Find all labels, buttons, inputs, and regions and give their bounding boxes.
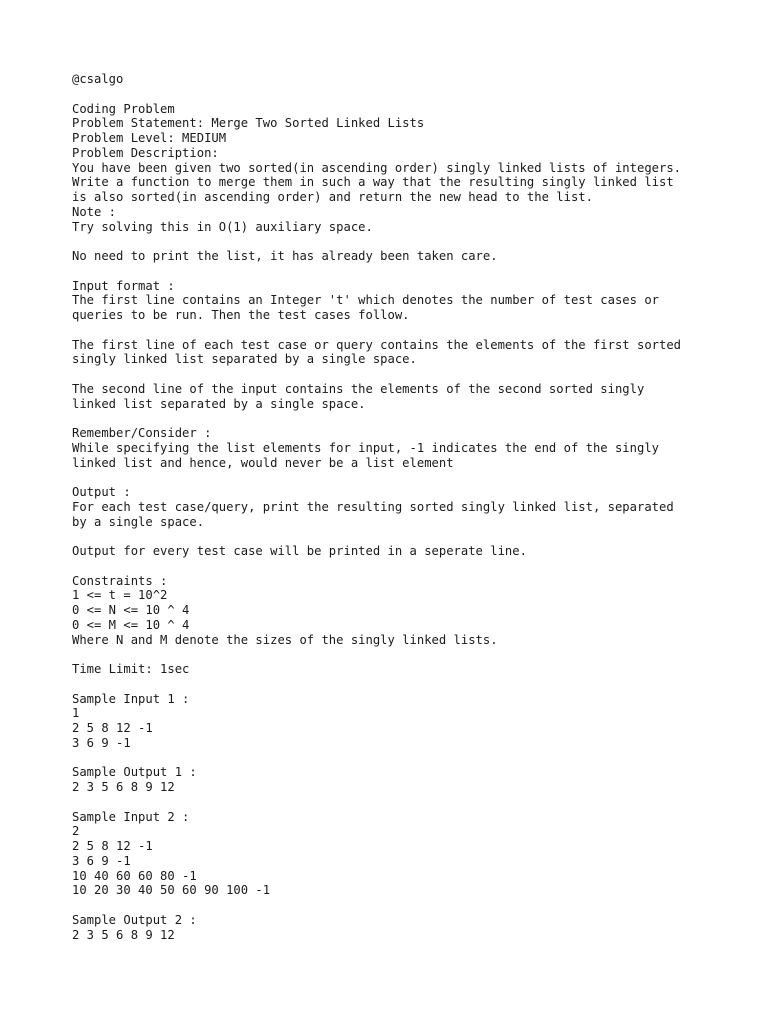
text-line: The second line of the input contains the elements of the second sorted singly [72, 381, 645, 396]
text-line: Remember/Consider : [72, 426, 212, 440]
text-line: The first line contains an Integer 't' which denotes the number of test cases or [72, 293, 659, 308]
blank-line [72, 411, 712, 426]
text-line: Sample Output 1 : [72, 765, 197, 780]
text-line: queries to be run. Then the test cases follow. [72, 308, 410, 322]
text-line: You have been given two sorted(in ascending order) singly linked lists of integers. [72, 160, 682, 175]
text-line: The first line of each test case or query contains the elements of the first sorted [72, 337, 682, 352]
text-line: Output : [72, 485, 131, 499]
text-line: 1 <= t = 10^2 [72, 588, 168, 603]
text-line: 0 <= M <= 10 ^ 4 [72, 617, 190, 632]
blank-line [72, 751, 712, 766]
text-line: linked list separated by a single space. [72, 396, 366, 411]
blank-line [72, 647, 712, 662]
text-line: 10 40 60 60 80 -1 [72, 868, 197, 883]
text-line: No need to print the list, it has already been taken care. [72, 249, 498, 263]
text-line: Constraints : [72, 573, 168, 588]
text-line: 2 3 5 6 8 9 12 [72, 780, 175, 794]
text-line: 3 6 9 -1 [72, 853, 131, 868]
text-line: Sample Input 2 : [72, 809, 190, 824]
text-line: 2 5 8 12 -1 [72, 839, 153, 853]
text-line: Problem Statement: Merge Two Sorted Linked Lists [72, 116, 425, 131]
blank-line [72, 529, 712, 544]
text-line: singly linked list separated by a single space. [72, 352, 417, 367]
text-line: 1 [72, 706, 80, 721]
text-line: @csalgo [72, 72, 124, 86]
document-body [72, 72, 712, 942]
text-line: Sample Output 2 : [72, 912, 197, 927]
text-line: Where N and M denote the sizes of the singly linked lists. [72, 632, 498, 647]
text-line: Write a function to merge them in such a way that the resulting singly linked list [72, 175, 674, 190]
blank-line [72, 677, 712, 692]
text-line: by a single space. [72, 514, 205, 529]
text-line: linked list and hence, would never be a list element [72, 455, 454, 470]
text-line: Input format : [72, 278, 175, 293]
blank-line [72, 470, 712, 485]
text-line: is also sorted(in ascending order) and return the new head to the list. [72, 190, 593, 204]
blank-line [72, 795, 712, 810]
text-line: Sample Input 1 : [72, 691, 190, 706]
text-line: Problem Description: [72, 145, 219, 160]
text-line: 2 5 8 12 -1 [72, 721, 153, 735]
text-line: 2 3 5 6 8 9 12 [72, 927, 175, 942]
blank-line [72, 264, 712, 279]
text-line: Time Limit: 1sec [72, 662, 190, 676]
text-line: Problem Level: MEDIUM [72, 131, 227, 145]
text-line: Note : [72, 204, 117, 219]
blank-line [72, 234, 712, 249]
text-line: Try solving this in O(1) auxiliary space. [72, 219, 373, 234]
blank-line [72, 898, 712, 913]
text-line: 2 [72, 824, 80, 839]
text-line: Coding Problem [72, 101, 175, 116]
text-line: Output for every test case will be printed in a seperate line. [72, 544, 527, 558]
text-line: For each test case/query, print the resulting sorted singly linked list, separated [72, 499, 674, 514]
blank-line [72, 87, 712, 102]
blank-line [72, 559, 712, 574]
text-line: 10 20 30 40 50 60 90 100 -1 [72, 883, 271, 898]
text-line: 0 <= N <= 10 ^ 4 [72, 603, 190, 617]
blank-line [72, 323, 712, 338]
blank-line [72, 367, 712, 382]
text-line: 3 6 9 -1 [72, 735, 131, 750]
text-line: While specifying the list elements for input, -1 indicates the end of the singly [72, 440, 659, 455]
